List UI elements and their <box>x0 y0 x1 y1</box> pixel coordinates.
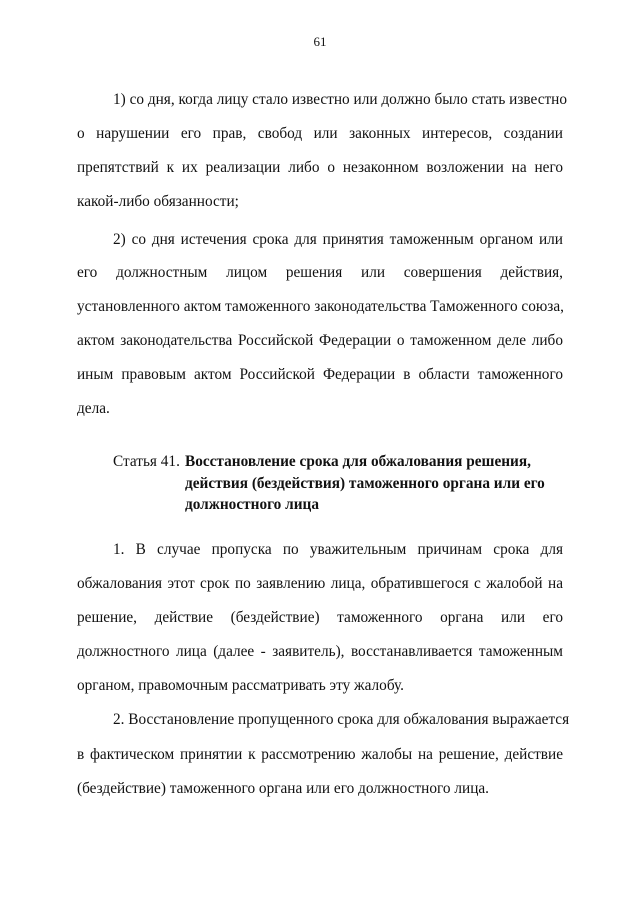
text-line: дела. <box>77 400 110 417</box>
article-label: Статья 41. <box>113 453 180 470</box>
article-title-line: действия (бездействия) таможенного органа или его <box>185 475 545 492</box>
text-line: 2) со дня истечения срока для принятия таможенным органом или <box>113 231 563 248</box>
text-line: о нарушении его прав, свобод или законных интересов, создании <box>77 125 563 142</box>
text-line: актом законодательства Российской Федерации о таможенном деле либо <box>77 332 563 349</box>
article-title-line: Восстановление срока для обжалования решения, <box>185 453 531 470</box>
text-line: решение, действие (бездействие) таможенного органа или его <box>77 609 563 626</box>
text-line: в фактическом принятии к рассмотрению жалобы на решение, действие <box>77 746 563 763</box>
text-line: установленного актом таможенного законодательства Таможенного союза, <box>77 298 564 315</box>
text-line: препятствий к их реализации либо о незаконном возложении на него <box>77 159 563 176</box>
page-number: 61 <box>313 34 327 49</box>
article-title-line: должностного лица <box>185 496 319 513</box>
text-line: его должностным лицом решения или совершения действия, <box>77 264 563 281</box>
text-line: 2. Восстановление пропущенного срока для обжалования выражается <box>113 711 570 728</box>
text-line: должностного лица (далее - заявитель), восстанавливается таможенным <box>77 643 563 660</box>
text-line: органом, правомочным рассматривать эту жалобу. <box>77 677 404 694</box>
text-line: какой-либо обязанности; <box>77 193 239 210</box>
text-line: иным правовым актом Российской Федерации в области таможенного <box>77 366 563 383</box>
text-line: обжалования этот срок по заявлению лица, обратившегося с жалобой на <box>77 575 563 592</box>
text-line: (бездействие) таможенного органа или его должностного лица. <box>77 780 490 797</box>
text-line: 1. В случае пропуска по уважительным причинам срока для <box>113 541 563 558</box>
text-line: 1) со дня, когда лицу стало известно или должно было стать известно <box>113 91 567 108</box>
